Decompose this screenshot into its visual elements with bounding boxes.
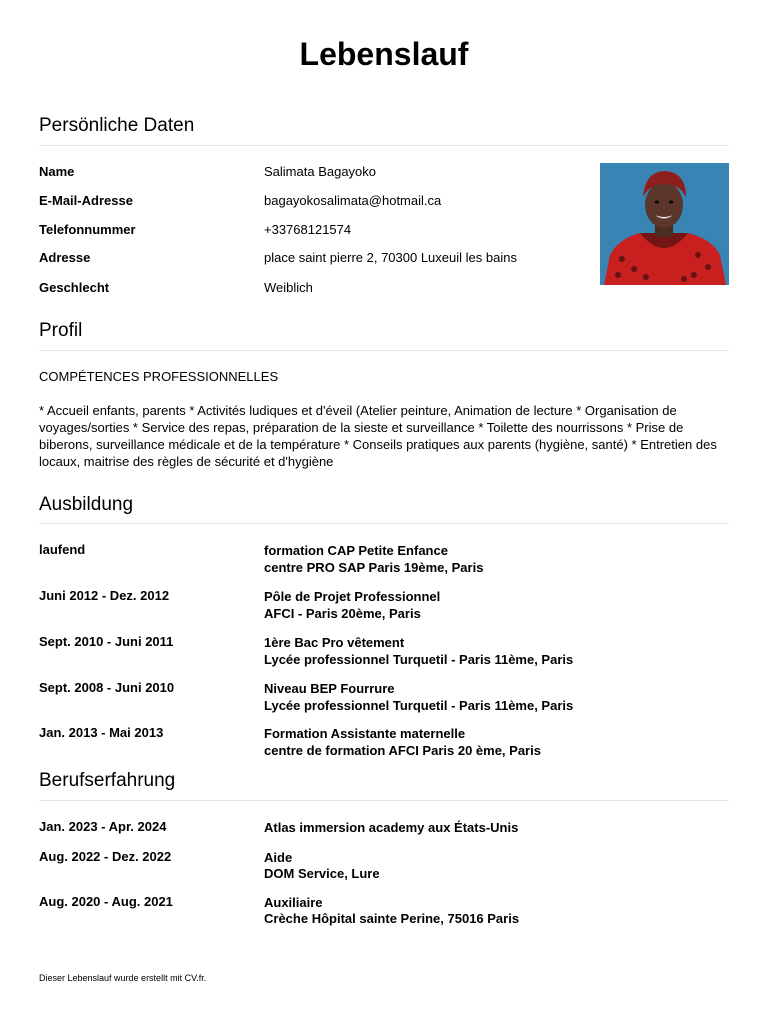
footer-note: Dieser Lebenslauf wurde erstellt mit CV.fr.	[39, 973, 207, 983]
section-divider	[39, 800, 729, 801]
education-date: Sept. 2008 - Juni 2010	[39, 680, 175, 695]
experience-date: Aug. 2022 - Dez. 2022	[39, 849, 172, 864]
education-date: laufend	[39, 542, 86, 557]
experience-title: Atlas immersion academy aux États-Unis	[264, 820, 519, 835]
section-heading-profile: Profil	[39, 320, 83, 341]
education-title: 1ère Bac Pro vêtement	[264, 635, 405, 650]
section-heading-education: Ausbildung	[39, 494, 134, 515]
value-gender: Weiblich	[264, 280, 313, 295]
experience-employer: Crèche Hôpital sainte Perine, 75016 Paris	[264, 911, 520, 926]
education-institution: Lycée professionnel Turquetil - Paris 11ème, Paris	[264, 698, 574, 713]
profile-text: * Accueil enfants, parents * Activités ludiques et d'éveil (Atelier peinture, Animation de lecture * Organisation de voyages/sorties * Service des repas, préparation de la sieste et surveillance * Toilette des nourrissons * Prise de biberons, surveillance médicale et de la température * Conseils pratiques aux parents (hygiène, santé) * Entretien des locaux, maitrise des règles de sécurité et d'hygiène	[39, 403, 717, 469]
label-phone: Telefonnummer	[39, 222, 136, 237]
education-title: formation CAP Petite Enfance	[264, 543, 448, 558]
education-title: Formation Assistante maternelle	[264, 726, 466, 741]
education-institution: centre de formation AFCI Paris 20 ème, Paris	[264, 743, 541, 758]
value-email: bagayokosalimata@hotmail.ca	[264, 193, 442, 208]
value-name: Salimata Bagayoko	[264, 164, 377, 179]
education-institution: centre PRO SAP Paris 19ème, Paris	[264, 560, 484, 575]
experience-title: Aide	[264, 850, 293, 865]
section-divider	[39, 523, 729, 524]
experience-employer: DOM Service, Lure	[264, 866, 380, 881]
section-divider	[39, 145, 729, 146]
education-date: Juni 2012 - Dez. 2012	[39, 588, 170, 603]
value-address: place saint pierre 2, 70300 Luxeuil les bains	[264, 250, 517, 265]
education-title: Pôle de Projet Professionnel	[264, 589, 441, 604]
experience-title: Auxiliaire	[264, 895, 323, 910]
profile-subtitle: COMPÉTENCES PROFESSIONNELLES	[39, 369, 279, 384]
education-institution: AFCI - Paris 20ème, Paris	[264, 606, 421, 621]
section-heading-experience: Berufserfahrung	[39, 770, 176, 791]
education-date: Jan. 2013 - Mai 2013	[39, 725, 164, 740]
experience-date: Aug. 2020 - Aug. 2021	[39, 894, 173, 909]
label-name: Name	[39, 164, 75, 179]
section-heading-personal: Persönliche Daten	[39, 115, 195, 136]
education-title: Niveau BEP Fourrure	[264, 681, 395, 696]
profile-photo	[600, 163, 729, 285]
value-phone: +33768121574	[264, 222, 352, 237]
label-address: Adresse	[39, 250, 91, 265]
education-institution: Lycée professionnel Turquetil - Paris 11ème, Paris	[264, 652, 574, 667]
label-email: E-Mail-Adresse	[39, 193, 133, 208]
experience-date: Jan. 2023 - Apr. 2024	[39, 819, 167, 834]
education-date: Sept. 2010 - Juni 2011	[39, 634, 174, 649]
label-gender: Geschlecht	[39, 280, 110, 295]
section-divider	[39, 350, 729, 351]
document-title: Lebenslauf	[299, 36, 469, 72]
